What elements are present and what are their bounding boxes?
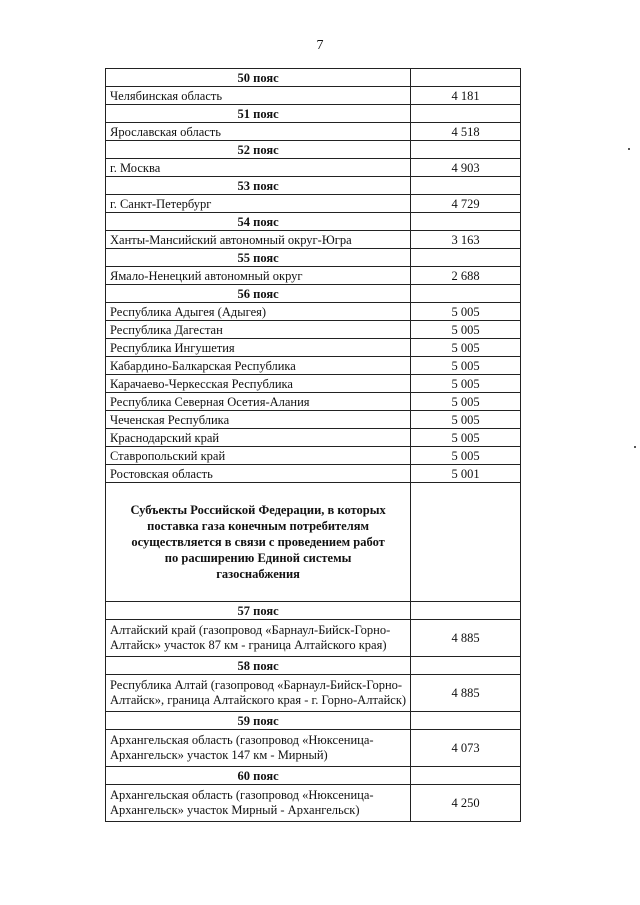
zone-header-row [106, 285, 521, 303]
table-row [106, 675, 521, 712]
price-value: 5 005 [411, 375, 521, 393]
zone-label: 58 пояс [106, 657, 411, 675]
table-body [106, 69, 521, 822]
price-value: 5 005 [411, 321, 521, 339]
table-row [106, 87, 521, 105]
empty-cell [411, 213, 521, 231]
table-row [106, 429, 521, 447]
table-row [106, 411, 521, 429]
region-name: Ярославская область [106, 123, 411, 141]
price-value: 4 885 [411, 675, 521, 712]
region-name: Челябинская область [106, 87, 411, 105]
empty-cell [411, 177, 521, 195]
table-row [106, 303, 521, 321]
region-name: Республика Ингушетия [106, 339, 411, 357]
region-name: Кабардино-Балкарская Республика [106, 357, 411, 375]
zone-label: 55 пояс [106, 249, 411, 267]
zone-label: 52 пояс [106, 141, 411, 159]
table-row [106, 375, 521, 393]
price-value: 5 005 [411, 303, 521, 321]
region-name: г. Москва [106, 159, 411, 177]
empty-cell [411, 249, 521, 267]
zone-header-row [106, 141, 521, 159]
region-name: Архангельская область (газопровод «Нюксеница-Архангельск» участок 147 км - Мирный) [106, 730, 411, 767]
price-value: 4 250 [411, 785, 521, 822]
zone-label: 57 пояс [106, 602, 411, 620]
region-name: г. Санкт-Петербург [106, 195, 411, 213]
empty-cell [411, 602, 521, 620]
price-value: 4 729 [411, 195, 521, 213]
empty-cell [411, 69, 521, 87]
price-value: 5 005 [411, 447, 521, 465]
region-name: Республика Дагестан [106, 321, 411, 339]
price-value: 5 005 [411, 339, 521, 357]
scan-artifact [634, 446, 636, 448]
zone-label: 51 пояс [106, 105, 411, 123]
table-row [106, 620, 521, 657]
zone-header-row [106, 249, 521, 267]
empty-cell [411, 483, 521, 602]
zone-header-row [106, 69, 521, 87]
price-value: 5 005 [411, 429, 521, 447]
region-name: Республика Адыгея (Адыгея) [106, 303, 411, 321]
table-row [106, 159, 521, 177]
zone-header-row [106, 177, 521, 195]
price-value: 3 163 [411, 231, 521, 249]
price-value: 4 073 [411, 730, 521, 767]
price-value: 5 005 [411, 393, 521, 411]
zone-header-row [106, 105, 521, 123]
zone-label: 50 пояс [106, 69, 411, 87]
price-value: 2 688 [411, 267, 521, 285]
zone-header-row [106, 657, 521, 675]
price-value: 5 001 [411, 465, 521, 483]
region-name: Карачаево-Черкесская Республика [106, 375, 411, 393]
table-row [106, 465, 521, 483]
zone-label: 60 пояс [106, 767, 411, 785]
zone-header-row [106, 767, 521, 785]
empty-cell [411, 712, 521, 730]
table-row [106, 123, 521, 141]
table-row [106, 195, 521, 213]
page-number: 7 [316, 38, 324, 53]
price-value: 4 903 [411, 159, 521, 177]
empty-cell [411, 657, 521, 675]
section-title: Субъекты Российской Федерации, в которых поставка газа конечным потребителям осуществляется в связи с проведением работ по расширению Единой системы газоснабжения [106, 483, 411, 602]
table-row [106, 339, 521, 357]
region-name: Ямало-Ненецкий автономный округ [106, 267, 411, 285]
gas-price-table [105, 68, 521, 822]
zone-label: 54 пояс [106, 213, 411, 231]
table-row [106, 231, 521, 249]
zone-header-row [106, 602, 521, 620]
region-name: Республика Северная Осетия-Алания [106, 393, 411, 411]
region-name: Республика Алтай (газопровод «Барнаул-Бийск-Горно-Алтайск», граница Алтайского края - г. Горно-Алтайск) [106, 675, 411, 712]
zone-label: 59 пояс [106, 712, 411, 730]
zone-label: 53 пояс [106, 177, 411, 195]
empty-cell [411, 285, 521, 303]
region-name: Краснодарский край [106, 429, 411, 447]
region-name: Ханты-Мансийский автономный округ-Югра [106, 231, 411, 249]
price-value: 4 181 [411, 87, 521, 105]
table-row [106, 321, 521, 339]
table-row [106, 447, 521, 465]
empty-cell [411, 105, 521, 123]
table-row [106, 357, 521, 375]
table-row [106, 730, 521, 767]
price-value: 5 005 [411, 357, 521, 375]
zone-header-row [106, 213, 521, 231]
region-name: Ставропольский край [106, 447, 411, 465]
region-name: Ростовская область [106, 465, 411, 483]
table-row [106, 393, 521, 411]
region-name: Чеченская Республика [106, 411, 411, 429]
scan-artifact [628, 148, 630, 150]
region-name: Архангельская область (газопровод «Нюксеница-Архангельск» участок Мирный - Архангельск) [106, 785, 411, 822]
price-value: 4 885 [411, 620, 521, 657]
table-row [106, 267, 521, 285]
table-row [106, 785, 521, 822]
empty-cell [411, 767, 521, 785]
section-header-row [106, 483, 521, 602]
region-name: Алтайский край (газопровод «Барнаул-Бийск-Горно-Алтайск» участок 87 км - граница Алтайского края) [106, 620, 411, 657]
empty-cell [411, 141, 521, 159]
zone-header-row [106, 712, 521, 730]
zone-label: 56 пояс [106, 285, 411, 303]
price-value: 4 518 [411, 123, 521, 141]
price-value: 5 005 [411, 411, 521, 429]
